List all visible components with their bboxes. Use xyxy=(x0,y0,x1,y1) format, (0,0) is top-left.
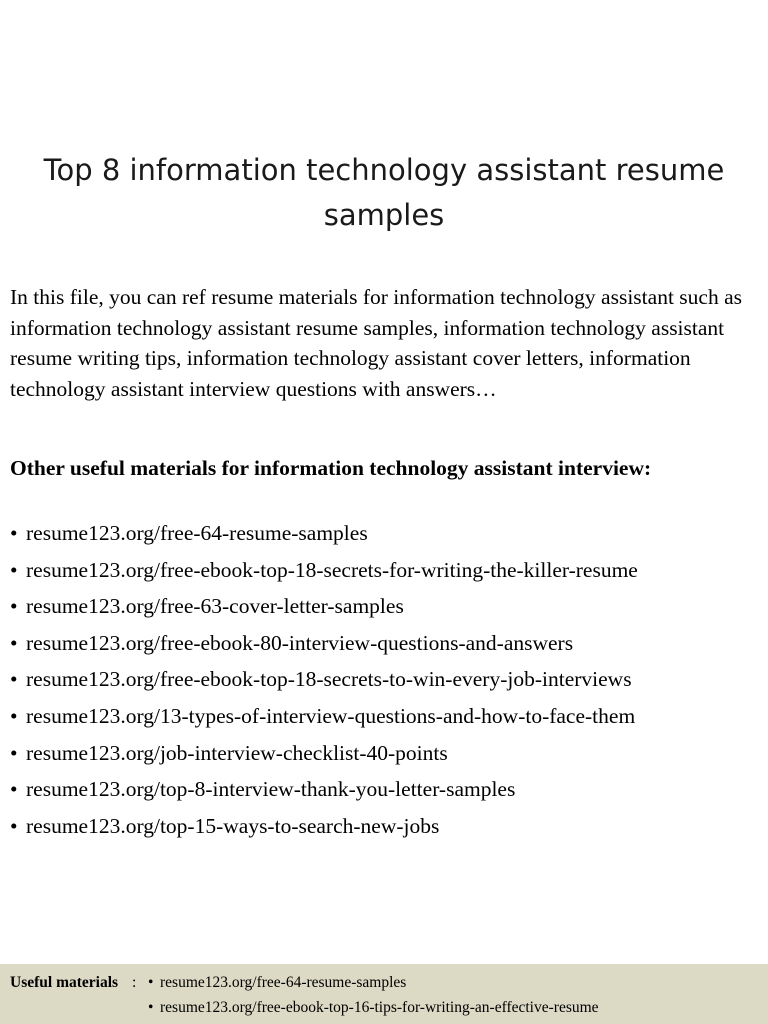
useful-materials-heading: Other useful materials for information technology assistant interview: xyxy=(10,456,652,480)
resource-link[interactable]: resume123.org/job-interview-checklist-40-points xyxy=(26,740,448,765)
footer-separator: : xyxy=(132,974,137,991)
resource-link[interactable]: resume123.org/free-ebook-80-interview-questions-and-answers xyxy=(26,630,574,655)
bullet-icon: • xyxy=(10,703,18,728)
bullet-icon: • xyxy=(10,594,18,619)
footer-link[interactable]: resume123.org/free-ebook-top-16-tips-for-writing-an-effective-resume xyxy=(160,999,599,1016)
list-item xyxy=(10,664,768,701)
resource-link[interactable]: resume123.org/top-15-ways-to-search-new-jobs xyxy=(26,813,440,838)
list-item xyxy=(10,518,768,555)
intro-paragraph: In this file, you can ref resume materials for information technology assistant such as information technology assistant resume samples, information technology assistant resume writing tips, information technology assistant cover letters, information technology assistant interview questions with answers… xyxy=(10,285,742,401)
footer-label: Useful materials xyxy=(10,974,119,991)
list-item xyxy=(10,738,768,775)
footer-link[interactable]: resume123.org/free-64-resume-samples xyxy=(160,974,407,991)
bullet-icon: • xyxy=(10,813,18,838)
resource-link[interactable]: resume123.org/free-63-cover-letter-samples xyxy=(26,594,404,619)
bullet-icon: • xyxy=(10,740,18,765)
resource-link[interactable]: resume123.org/13-types-of-interview-questions-and-how-to-face-them xyxy=(26,703,636,728)
list-item xyxy=(10,811,768,848)
footer-link-row xyxy=(148,974,406,992)
resource-link[interactable]: resume123.org/free-ebook-top-18-secrets-to-win-every-job-interviews xyxy=(26,667,632,692)
footer-bar xyxy=(0,964,768,1024)
bullet-icon: • xyxy=(10,557,18,582)
bullet-icon: • xyxy=(10,777,18,802)
list-item xyxy=(10,701,768,738)
resource-link[interactable]: resume123.org/free-64-resume-samples xyxy=(26,521,368,545)
list-item xyxy=(10,591,768,628)
list-item xyxy=(10,555,768,592)
useful-links-list xyxy=(10,518,768,847)
resource-link[interactable]: resume123.org/free-ebook-top-18-secrets-for-writing-the-killer-resume xyxy=(26,557,638,582)
bullet-icon: • xyxy=(10,630,18,655)
bullet-icon: • xyxy=(148,974,154,991)
list-item xyxy=(10,774,768,811)
list-item xyxy=(10,628,768,665)
bullet-icon: • xyxy=(10,667,18,692)
bullet-icon: • xyxy=(148,999,154,1016)
bullet-icon: • xyxy=(10,521,18,545)
resource-link[interactable]: resume123.org/top-8-interview-thank-you-letter-samples xyxy=(26,777,516,802)
page-title: Top 8 information technology assistant resume samples xyxy=(43,153,725,232)
footer-link-row xyxy=(148,999,599,1017)
